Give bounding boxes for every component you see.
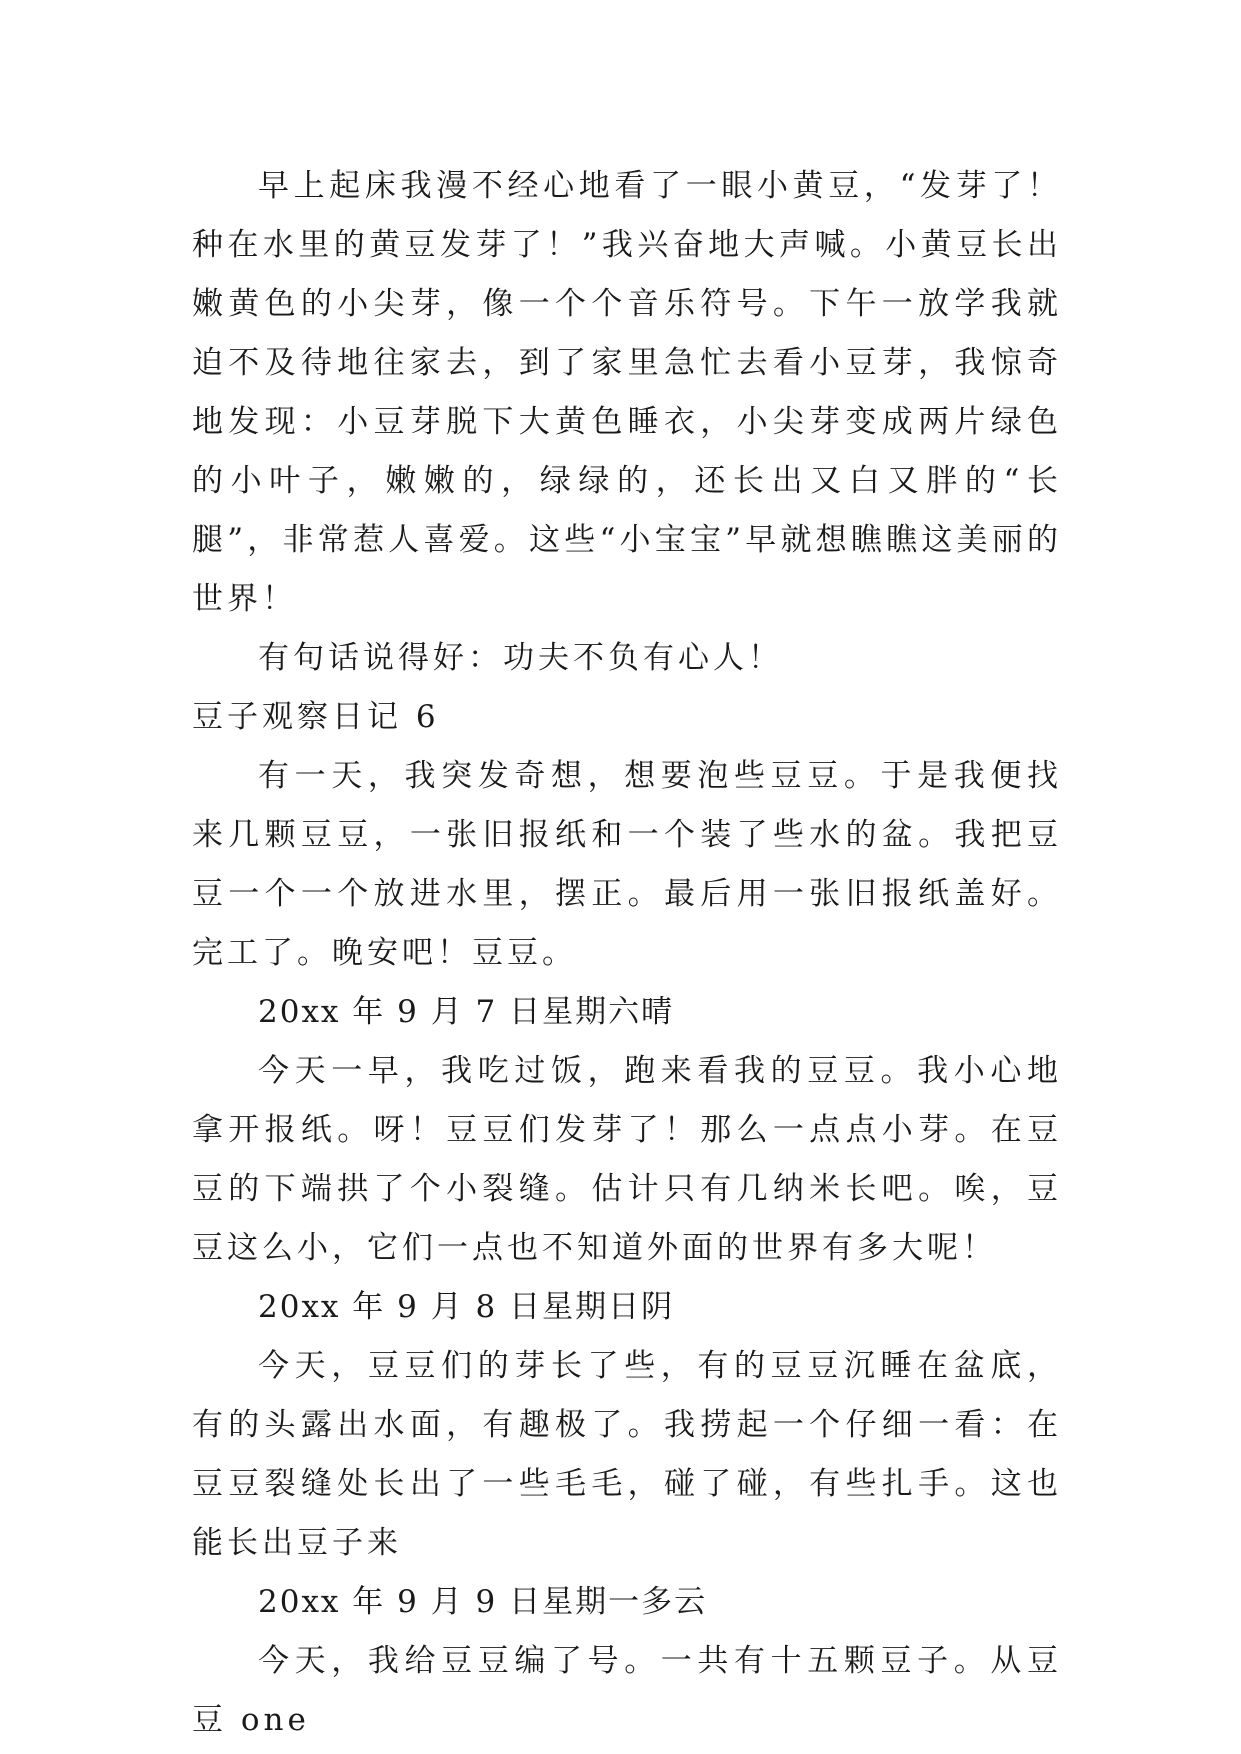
diary-date-sep-8: 20xx 年 9 月 8 日星期日阴	[258, 1289, 675, 1325]
paragraph-proverb: 有句话说得好：功夫不负有心人！	[258, 640, 783, 676]
paragraph-soaking-beans: 有一天，我突发奇想，想要泡些豆豆。于是我便找来几颗豆豆，一张旧报纸和一个装了些水的盆。我把豆豆一个一个放进水里，摆正。最后用一张旧报纸盖好。完工了。晚安吧！豆豆。	[192, 758, 1062, 971]
paragraph-sprouting-morning: 早上起床我漫不经心地看了一眼小黄豆，“发芽了！种在水里的黄豆发芽了！”我兴奋地大声喊。小黄豆长出嫩黄色的小尖芽，像一个个音乐符号。下午一放学我就迫不及待地往家去，到了家里急忙去看小豆芽，我惊奇地发现：小豆芽脱下大黄色睡衣，小尖芽变成两片绿色的小叶子，嫩嫩的，绿绿的，还长出又白又胖的“长腿”，非常惹人喜爱。这些“小宝宝”早就想瞧瞧这美丽的世界！	[192, 168, 1062, 617]
diary-section-title: 豆子观察日记 6	[192, 699, 440, 735]
paragraph-numbering-beans: 今天，我给豆豆编了号。一共有十五颗豆子。从豆豆 one	[192, 1643, 1062, 1738]
diary-date-sep-7: 20xx 年 9 月 7 日星期六晴	[258, 994, 675, 1030]
document-body	[192, 157, 1062, 1750]
paragraph-sprouts-grow: 今天，豆豆们的芽长了些，有的豆豆沉睡在盆底，有的头露出水面，有趣极了。我捞起一个仔细一看：在豆豆裂缝处长出了一些毛毛，碰了碰，有些扎手。这也能长出豆子来	[192, 1348, 1062, 1561]
paragraph-first-sprouts: 今天一早，我吃过饭，跑来看我的豆豆。我小心地拿开报纸。呀！豆豆们发芽了！那么一点点小芽。在豆豆的下端拱了个小裂缝。估计只有几纳米长吧。唉，豆豆这么小，它们一点也不知道外面的世界有多大呢！	[192, 1053, 1062, 1266]
diary-date-sep-9: 20xx 年 9 月 9 日星期一多云	[258, 1584, 708, 1620]
